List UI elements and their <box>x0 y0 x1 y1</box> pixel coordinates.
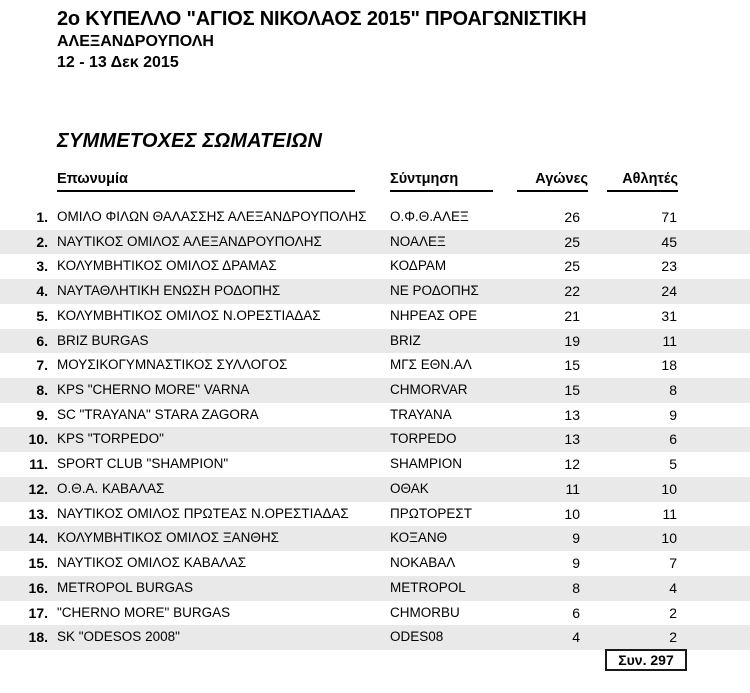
races-count: 22 <box>564 283 580 300</box>
club-name: ΟΜΙΛΟ ΦΙΛΩΝ ΘΑΛΑΣΣΗΣ ΑΛΕΞΑΝΔΡΟΥΠΟΛΗΣ <box>57 209 367 224</box>
athletes-count: 2 <box>669 629 677 646</box>
column-header-name: Επωνυμία <box>57 171 355 192</box>
club-abbreviation: BRIZ <box>390 332 421 348</box>
table-row <box>0 477 750 502</box>
table-row <box>0 205 750 230</box>
races-count: 26 <box>564 209 580 225</box>
table-row <box>0 378 750 403</box>
club-abbreviation: ΝΟΚΑΒΑΛ <box>390 555 456 571</box>
table-row <box>0 576 750 601</box>
athletes-count: 11 <box>662 332 677 349</box>
table-header-row <box>0 171 750 197</box>
column-header-abbreviation: Σύντμηση <box>390 171 493 192</box>
section-title: ΣΥΜΜΕΤΟΧΕΣ ΣΩΜΑΤΕΙΩΝ <box>57 130 323 152</box>
club-name: SK "ODESOS 2008" <box>57 629 180 645</box>
table-row <box>0 254 750 279</box>
races-count: 10 <box>564 505 580 522</box>
table-row <box>0 502 750 527</box>
row-rank: 6. <box>36 332 48 349</box>
club-abbreviation: ΟΘΑΚ <box>390 480 429 496</box>
club-abbreviation: CHMORVAR <box>390 382 468 398</box>
total-value: 297 <box>650 652 674 668</box>
club-name: ΚΟΛΥΜΒΗΤΙΚΟΣ ΟΜΙΛΟΣ Ν.ΟΡΕΣΤΙΑΔΑΣ <box>57 307 321 323</box>
athletes-count: 6 <box>669 431 677 448</box>
table-row <box>0 625 750 650</box>
races-count: 25 <box>564 258 580 275</box>
table-row <box>0 427 750 452</box>
club-name: ΝΑΥΤΙΚΟΣ ΟΜΙΛΟΣ ΚΑΒΑΛΑΣ <box>57 555 247 571</box>
club-name: ΝΑΥΤΑΘΛΗΤΙΚΗ ΕΝΩΣΗ ΡΟΔΟΠΗΣ <box>57 283 281 299</box>
club-abbreviation: CHMORBU <box>390 604 460 620</box>
row-rank: 3. <box>36 258 48 275</box>
row-rank: 16. <box>28 579 48 596</box>
races-count: 13 <box>564 406 580 423</box>
athletes-count: 8 <box>669 382 677 399</box>
club-name: METROPOL BURGAS <box>57 579 194 595</box>
table-row <box>0 551 750 576</box>
club-abbreviation: ΠΡΩΤΟΡΕΣΤ <box>390 505 472 521</box>
total-label: Συν. <box>618 652 647 668</box>
athletes-total-box <box>605 649 687 671</box>
club-abbreviation: ΝΕ ΡΟΔΟΠΗΣ <box>390 283 479 299</box>
row-rank: 10. <box>28 431 48 448</box>
row-rank: 14. <box>28 530 48 547</box>
report-dates: 12 - 13 Δεκ 2015 <box>57 54 179 71</box>
club-name: ΜΟΥΣΙΚΟΓΥΜΝΑΣΤΙΚΟΣ ΣΥΛΛΟΓΟΣ <box>57 357 288 373</box>
races-count: 15 <box>564 382 580 399</box>
row-rank: 17. <box>28 604 48 621</box>
row-rank: 13. <box>28 505 48 522</box>
athletes-count: 71 <box>661 209 677 225</box>
row-rank: 9. <box>36 406 48 423</box>
club-abbreviation: Ο.Φ.Θ.ΑΛΕΞ <box>390 209 469 224</box>
table-row <box>0 526 750 551</box>
club-name: ΝΑΥΤΙΚΟΣ ΟΜΙΛΟΣ ΑΛΕΞΑΝΔΡΟΥΠΟΛΗΣ <box>57 233 322 249</box>
races-count: 9 <box>572 555 580 572</box>
athletes-count: 11 <box>662 505 677 522</box>
club-abbreviation: TORPEDO <box>390 431 457 447</box>
races-count: 21 <box>564 307 580 324</box>
row-rank: 8. <box>36 382 48 399</box>
races-count: 25 <box>564 233 580 250</box>
table-row <box>0 304 750 329</box>
row-rank: 7. <box>36 357 48 374</box>
athletes-count: 10 <box>661 480 677 497</box>
athletes-count: 4 <box>669 579 677 596</box>
club-name: Ο.Θ.Α. ΚΑΒΑΛΑΣ <box>57 480 165 496</box>
table-row <box>0 601 750 626</box>
club-abbreviation: SHAMPION <box>390 456 463 472</box>
athletes-count: 5 <box>669 456 677 473</box>
table-row <box>0 403 750 428</box>
athletes-count: 24 <box>661 283 677 300</box>
races-count: 9 <box>572 530 580 547</box>
report-location: ΑΛΕΞΑΝΔΡΟΥΠΟΛΗ <box>57 33 214 50</box>
club-name: SC "TRAYANA" STARA ZAGORA <box>57 406 259 422</box>
row-rank: 5. <box>36 307 48 324</box>
row-rank: 2. <box>36 233 48 250</box>
table-row <box>0 353 750 378</box>
athletes-count: 10 <box>661 530 677 547</box>
races-count: 19 <box>564 332 580 349</box>
club-name: ΚΟΛΥΜΒΗΤΙΚΟΣ ΟΜΙΛΟΣ ΔΡΑΜΑΣ <box>57 258 277 274</box>
club-name: "CHERNO MORE" BURGAS <box>57 604 231 620</box>
row-rank: 18. <box>28 629 48 646</box>
row-rank: 15. <box>28 555 48 572</box>
table-row <box>0 329 750 354</box>
athletes-count: 2 <box>669 604 677 621</box>
column-header-races: Αγώνες <box>517 171 588 192</box>
club-abbreviation: ΜΓΣ ΕΘΝ.ΑΛ <box>390 357 472 373</box>
row-rank: 11. <box>29 456 48 473</box>
athletes-count: 9 <box>669 406 677 423</box>
column-header-athletes: Αθλητές <box>607 171 678 192</box>
club-abbreviation: ΝΗΡΕΑΣ ΟΡΕ <box>390 307 478 323</box>
races-count: 13 <box>564 431 580 448</box>
club-name: ΝΑΥΤΙΚΟΣ ΟΜΙΛΟΣ ΠΡΩΤΕΑΣ Ν.ΟΡΕΣΤΙΑΔΑΣ <box>57 505 349 521</box>
table-row <box>0 230 750 255</box>
club-abbreviation: ODES08 <box>390 629 444 645</box>
club-name: BRIZ BURGAS <box>57 332 149 348</box>
report-title: 2ο ΚΥΠΕΛΛΟ "ΑΓΙΟΣ ΝΙΚΟΛΑΟΣ 2015" ΠΡΟΑΓΩΝΙΣΤΙΚΗ <box>57 8 587 30</box>
club-name: KPS "TORPEDO" <box>57 431 164 447</box>
races-count: 12 <box>564 456 580 473</box>
club-name: ΚΟΛΥΜΒΗΤΙΚΟΣ ΟΜΙΛΟΣ ΞΑΝΘΗΣ <box>57 530 279 546</box>
table-row <box>0 279 750 304</box>
club-name: SPORT CLUB "SHAMPION" <box>57 456 229 472</box>
athletes-count: 45 <box>661 233 677 250</box>
races-count: 6 <box>572 604 580 621</box>
club-abbreviation: ΝΟΑΛΕΞ <box>390 233 446 249</box>
athletes-count: 18 <box>661 357 677 374</box>
table-row <box>0 452 750 477</box>
athletes-count: 7 <box>669 555 677 572</box>
athletes-count: 31 <box>661 307 677 324</box>
races-count: 15 <box>564 357 580 374</box>
races-count: 4 <box>572 629 580 646</box>
athletes-count: 23 <box>661 258 677 275</box>
row-rank: 1. <box>36 209 48 225</box>
club-abbreviation: ΚΟΔΡΑΜ <box>390 258 447 274</box>
row-rank: 4. <box>36 283 48 300</box>
races-count: 8 <box>572 579 580 596</box>
club-abbreviation: METROPOL <box>390 579 466 595</box>
clubs-table-body <box>0 205 750 650</box>
row-rank: 12. <box>28 480 48 497</box>
races-count: 11 <box>565 480 580 497</box>
club-abbreviation: TRAYANA <box>390 406 452 422</box>
club-abbreviation: ΚΟΞΑΝΘ <box>390 530 448 546</box>
club-name: KPS "CHERNO MORE" VARNA <box>57 382 250 398</box>
